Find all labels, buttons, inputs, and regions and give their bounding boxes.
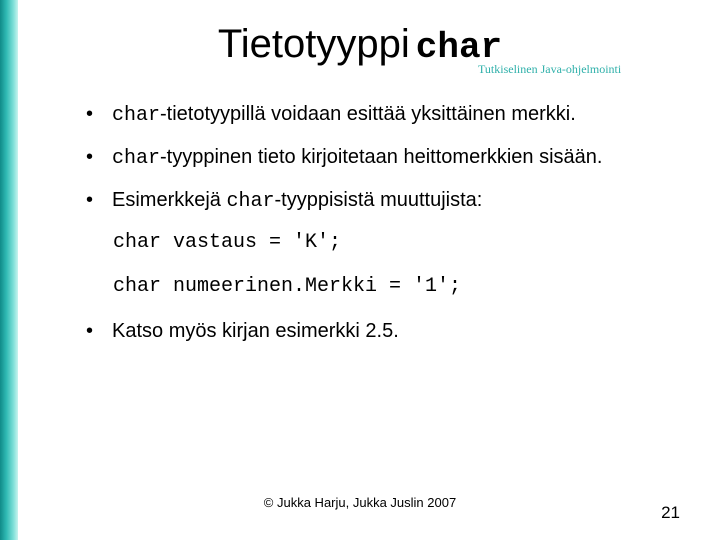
bullet-text: -tietotyypillä voidaan esittää yksittäinen merkki. [160,103,576,125]
bullet-item-4 [86,317,399,345]
bullet-code: char [112,104,161,127]
bullet-item-2 [86,143,602,173]
bullet-dot: • [86,320,94,342]
code-example-1: char vastaus = 'K'; [113,231,342,254]
bullet-dot: • [86,103,94,125]
title-code: char [415,27,503,68]
code-example-2: char numeerinen.Merkki = '1'; [113,275,462,298]
bullet-item-1 [86,100,576,130]
bullet-code: char [112,147,161,170]
bullet-text: -tyyppisistä muuttujista: [274,189,483,211]
page-number: 21 [661,503,680,522]
course-subtitle: Tutkiselinen Java-ohjelmointi [478,62,622,76]
bullet-code: char [226,190,275,213]
bullet-dot: • [86,189,94,211]
bullet-dot: • [86,146,94,168]
footer-copyright: © Jukka Harju, Jukka Juslin 2007 [263,495,457,510]
bullet-text: -tyyppinen tieto kirjoitetaan heittomerkkien sisään. [160,146,603,168]
bullet-text: Katso myös kirjan esimerkki 2.5. [112,320,399,342]
bullet-pre-text: Esimerkkejä [112,189,227,211]
title-text: Tietotyyppi [217,22,410,66]
bullet-item-3 [86,186,482,216]
decorative-side-bar [0,0,18,540]
